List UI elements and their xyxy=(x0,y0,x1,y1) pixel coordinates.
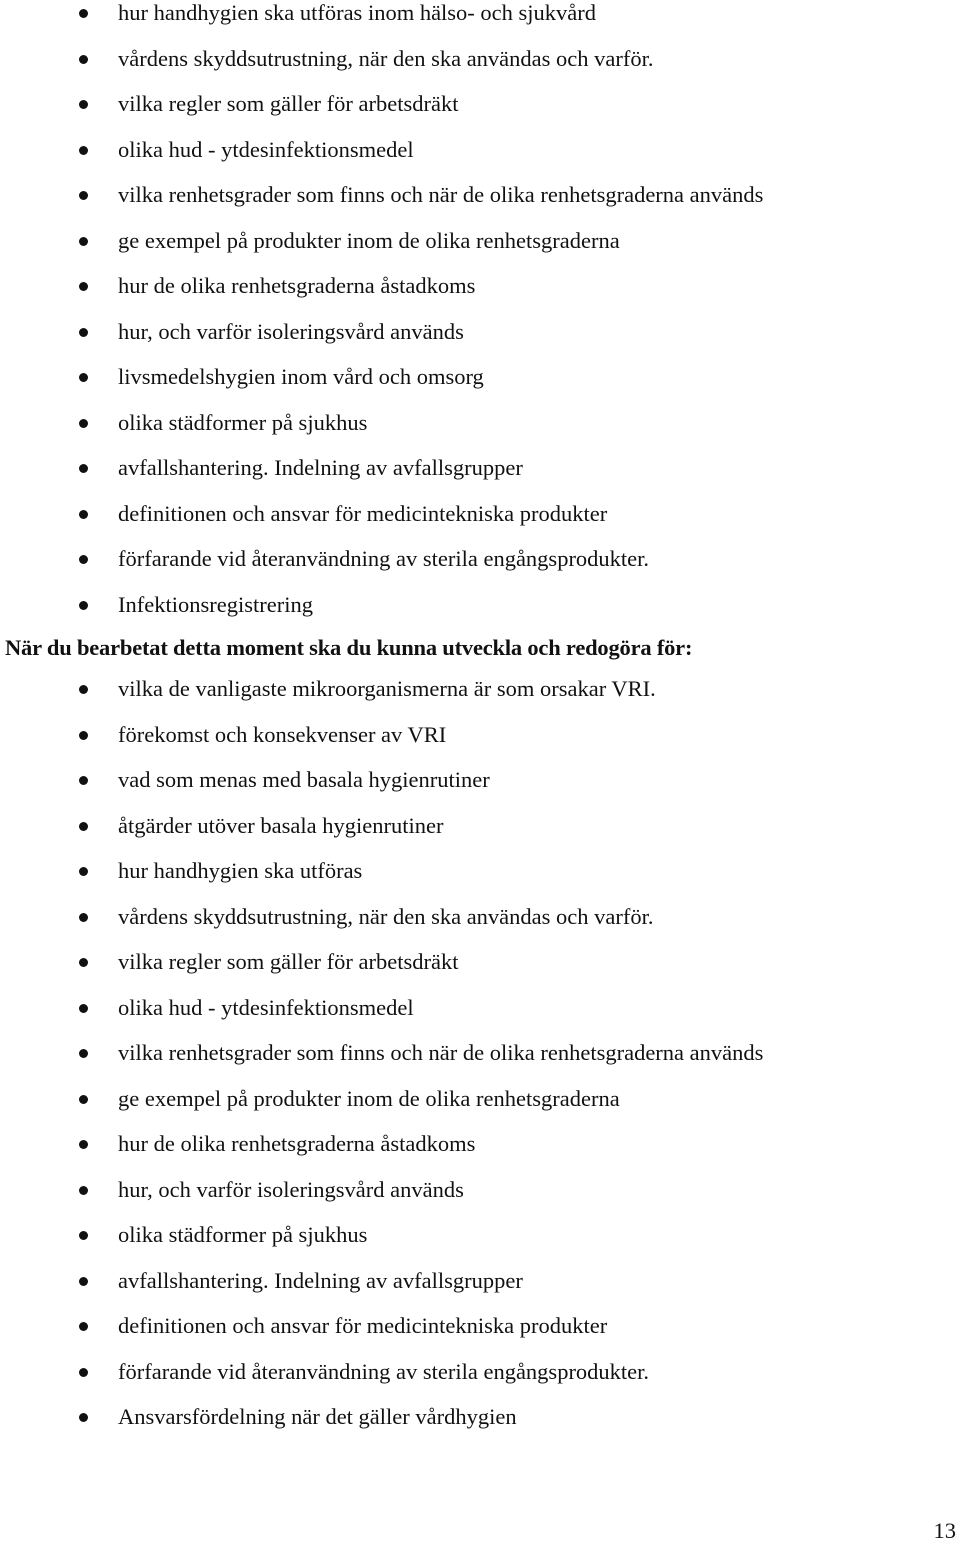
bullet-icon xyxy=(79,1095,88,1104)
bullet-icon xyxy=(79,1186,88,1195)
bullet-icon xyxy=(79,601,88,610)
list-item xyxy=(0,1404,960,1450)
list-item-text: ge exempel på produkter inom de olika renhetsgraderna xyxy=(118,227,620,253)
list-item-text: vilka de vanligaste mikroorganismerna är som orsakar VRI. xyxy=(118,676,656,701)
list-item xyxy=(0,1177,960,1223)
list-item-text: vårdens skyddsutrustning, när den ska användas och varför. xyxy=(118,45,654,71)
bullet-icon xyxy=(79,419,88,428)
list-item-text: olika hud - ytdesinfektionsmedel xyxy=(118,136,414,162)
list-item xyxy=(0,228,960,274)
list-item-text: ge exempel på produkter inom de olika renhetsgraderna xyxy=(118,1085,620,1111)
bullet-icon xyxy=(79,1322,88,1331)
list-item-text: olika städformer på sjukhus xyxy=(118,1222,368,1247)
list-item xyxy=(0,501,960,547)
bullet-icon xyxy=(79,191,88,200)
list-item-text: hur de olika renhetsgraderna åstadkoms xyxy=(118,273,476,298)
list-item xyxy=(0,546,960,592)
bullet-icon xyxy=(79,867,88,876)
bullet-icon xyxy=(79,1004,88,1013)
list-item-text: vilka regler som gäller för arbetsdräkt xyxy=(118,949,459,974)
list-item xyxy=(0,319,960,365)
bullet-icon xyxy=(79,1231,88,1240)
list-item xyxy=(0,592,960,638)
bullet-icon xyxy=(79,373,88,382)
page-number: 13 xyxy=(933,1518,956,1543)
bullet-icon xyxy=(79,328,88,337)
list-item xyxy=(0,858,960,904)
list-item-text: hur de olika renhetsgraderna åstadkoms xyxy=(118,1131,476,1156)
bullet-icon xyxy=(79,731,88,740)
list-item-text: vilka renhetsgrader som finns och när de olika renhetsgraderna används xyxy=(118,182,764,207)
bullet-icon xyxy=(79,776,88,785)
list-item-text: vårdens skyddsutrustning, när den ska användas och varför. xyxy=(118,903,654,929)
list-item-text: hur handhygien ska utföras xyxy=(118,858,363,883)
list-item-text: hur, och varför isoleringsvård används xyxy=(118,1176,464,1202)
list-item xyxy=(0,676,960,722)
list-item-text: vilka regler som gäller för arbetsdräkt xyxy=(118,91,459,116)
list-item-text: förfarande vid återanvändning av sterila engångsprodukter. xyxy=(118,1358,650,1384)
list-item-text: vad som menas med basala hygienrutiner xyxy=(118,767,490,792)
bullet-icon xyxy=(79,55,88,64)
section-heading: När du bearbetat detta moment ska du kunna utveckla och redogöra för: xyxy=(5,635,693,660)
list-item xyxy=(0,1131,960,1177)
bullet-icon xyxy=(79,146,88,155)
bullet-icon xyxy=(79,958,88,967)
list-item xyxy=(0,813,960,859)
bullet-icon xyxy=(79,100,88,109)
bullet-icon xyxy=(79,1368,88,1377)
list-item xyxy=(0,767,960,813)
list-item-text: definitionen och ansvar för medicintekniska produkter xyxy=(118,1313,608,1338)
list-item-text: olika städformer på sjukhus xyxy=(118,409,368,435)
bullet-icon xyxy=(79,237,88,246)
list-item-text: hur, och varför isoleringsvård används xyxy=(118,318,464,344)
bullet-icon xyxy=(79,282,88,291)
list-item xyxy=(0,995,960,1041)
list-item-text: hur handhygien ska utföras inom hälso- och sjukvård xyxy=(118,0,597,25)
list-item-text: åtgärder utöver basala hygienrutiner xyxy=(118,812,444,838)
bullet-list-first xyxy=(0,0,960,637)
list-item xyxy=(0,1040,960,1086)
list-item xyxy=(0,1268,960,1314)
list-item-text: förfarande vid återanvändning av sterila engångsprodukter. xyxy=(118,546,650,571)
list-item xyxy=(0,410,960,456)
bullet-icon xyxy=(79,1049,88,1058)
list-item-text: definitionen och ansvar för medicintekniska produkter xyxy=(118,500,608,526)
list-item xyxy=(0,904,960,950)
bullet-icon xyxy=(79,1413,88,1422)
list-item xyxy=(0,137,960,183)
list-item xyxy=(0,722,960,768)
list-item xyxy=(0,1086,960,1132)
list-item xyxy=(0,1313,960,1359)
bullet-icon xyxy=(79,9,88,18)
bullet-icon xyxy=(79,913,88,922)
list-item-text: förekomst och konsekvenser av VRI xyxy=(118,721,447,747)
bullet-list-second xyxy=(0,676,960,1450)
list-item xyxy=(0,46,960,92)
list-item xyxy=(0,182,960,228)
bullet-icon xyxy=(79,822,88,831)
list-item-text: vilka renhetsgrader som finns och när de olika renhetsgraderna används xyxy=(118,1040,764,1065)
bullet-icon xyxy=(79,685,88,694)
list-item-text: Infektionsregistrering xyxy=(118,591,313,617)
list-item-text: olika hud - ytdesinfektionsmedel xyxy=(118,994,414,1020)
list-item-text: Ansvarsfördelning när det gäller vårdhygien xyxy=(118,1404,517,1429)
list-item xyxy=(0,455,960,501)
list-item xyxy=(0,1359,960,1405)
bullet-icon xyxy=(79,1140,88,1149)
list-item-text: avfallshantering. Indelning av avfallsgrupper xyxy=(118,455,523,480)
bullet-icon xyxy=(79,464,88,473)
list-item-text: livsmedelshygien inom vård och omsorg xyxy=(118,364,484,389)
list-item xyxy=(0,91,960,137)
bullet-icon xyxy=(79,510,88,519)
bullet-icon xyxy=(79,1277,88,1286)
list-item xyxy=(0,0,960,46)
list-item xyxy=(0,273,960,319)
list-item xyxy=(0,1222,960,1268)
bullet-icon xyxy=(79,555,88,564)
list-item xyxy=(0,364,960,410)
list-item xyxy=(0,949,960,995)
list-item-text: avfallshantering. Indelning av avfallsgrupper xyxy=(118,1267,523,1293)
